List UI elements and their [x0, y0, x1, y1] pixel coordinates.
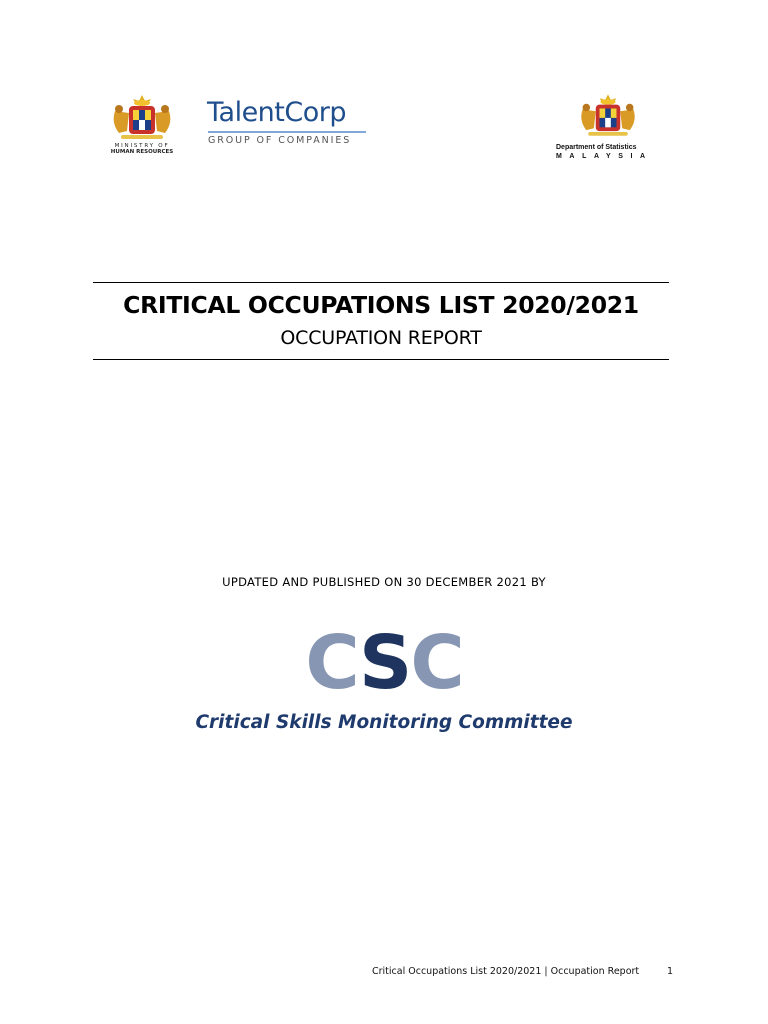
mohr-crest-logo	[107, 93, 177, 143]
mohr-line2: HUMAN RESOURCES	[110, 149, 174, 155]
title-bottom-rule	[93, 359, 669, 360]
dosm-line1: Department of Statistics	[556, 144, 637, 151]
dosm-logo-text	[556, 143, 666, 161]
csc-wordmark	[0, 618, 768, 708]
published-date-line: UPDATED AND PUBLISHED ON 30 DECEMBER 2021 BY	[222, 575, 546, 589]
title-top-rule	[93, 282, 669, 283]
mohr-line1: MINISTRY OF	[114, 143, 170, 149]
document-subtitle: OCCUPATION REPORT	[280, 327, 482, 349]
page-number: 1	[667, 966, 674, 977]
committee-name: Critical Skills Monitoring Committee	[195, 712, 573, 733]
dosm-line2: MALAYSIA	[556, 153, 653, 160]
page-footer-text: Critical Occupations List 2020/2021 | Occupation Report	[372, 966, 640, 977]
csc-letter-2: S	[359, 620, 411, 706]
csc-letter-1: C	[305, 620, 360, 706]
talentcorp-logo-rule	[208, 131, 366, 133]
talentcorp-logo-name: TalentCorp	[207, 97, 346, 128]
mohr-logo-text	[96, 143, 188, 155]
document-title: CRITICAL OCCUPATIONS LIST 2020/2021	[123, 291, 639, 319]
dosm-crest-logo	[575, 92, 641, 140]
csc-letter-3: C	[410, 620, 463, 706]
talentcorp-logo-tagline: GROUP OF COMPANIES	[208, 135, 352, 146]
